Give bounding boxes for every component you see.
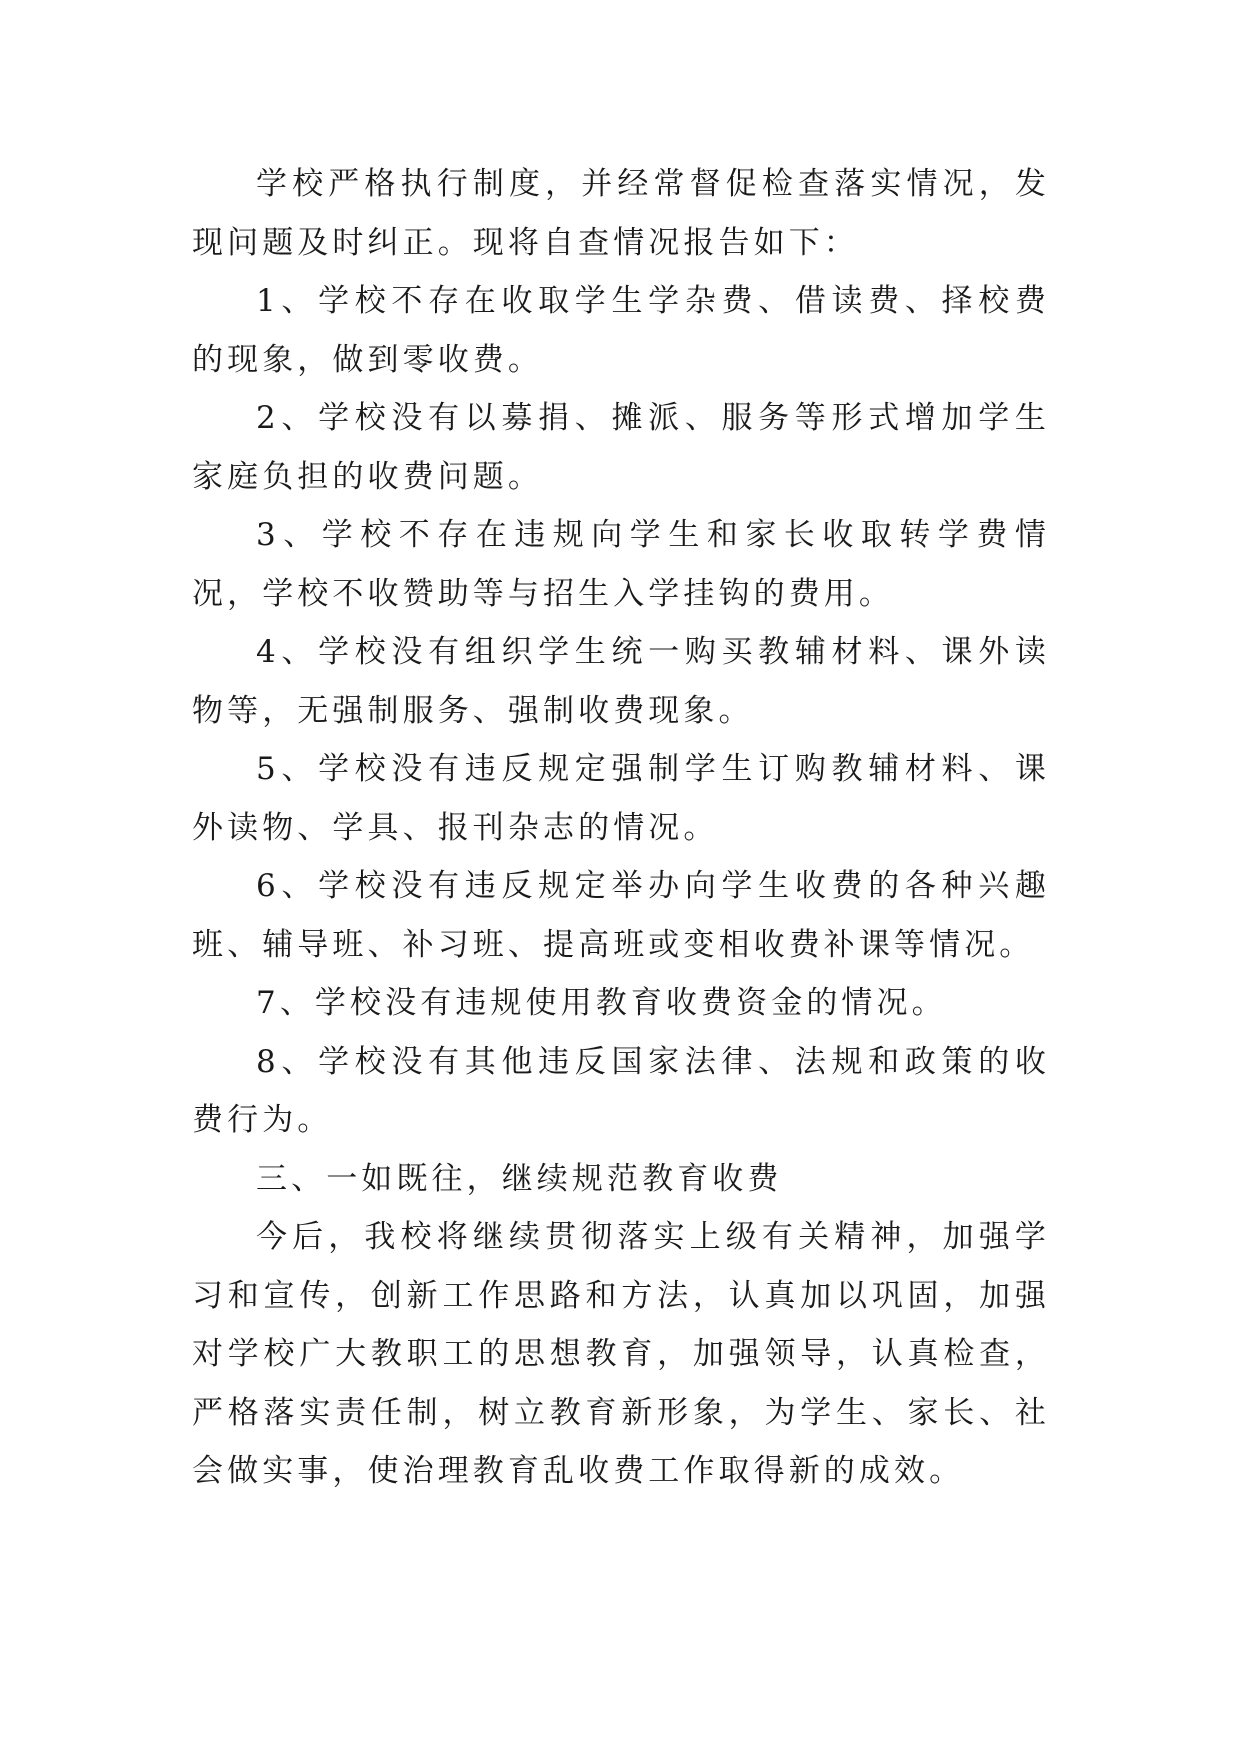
paragraph-item-4: 4、学校没有组织学生统一购买教辅材料、课外读物等，无强制服务、强制收费现象。 [192, 634, 1050, 729]
paragraph-conclusion: 今后，我校将继续贯彻落实上级有关精神，加强学习和宣传，创新工作思路和方法，认真加以巩固，加强对学校广大教职工的思想教育，加强领导，认真检查，严格落实责任制，树立教育新形象，为学生、家长、社会做实事，使治理教育乱收费工作取得新的成效。 [192, 1219, 1050, 1489]
paragraph-item-7: 7、学校没有违规使用教育收费资金的情况。 [256, 985, 947, 1021]
paragraph-item-2: 2、学校没有以募捐、摊派、服务等形式增加学生家庭负担的收费问题。 [192, 400, 1050, 495]
section-heading: 三、一如既往，继续规范教育收费 [256, 1160, 783, 1197]
document-body [192, 155, 1050, 1501]
paragraph-item-8: 8、学校没有其他违反国家法律、法规和政策的收费行为。 [192, 1043, 1050, 1138]
paragraph-item-1: 1、学校不存在收取学生学杂费、借读费、择校费的现象，做到零收费。 [192, 283, 1050, 378]
paragraph-item-6: 6、学校没有违反规定举办向学生收费的各种兴趣班、辅导班、补习班、提高班或变相收费补课等情况。 [192, 868, 1050, 963]
paragraph-item-3: 3、学校不存在违规向学生和家长收取转学费情况，学校不收赞助等与招生入学挂钩的费用。 [192, 517, 1050, 612]
paragraph-item-5: 5、学校没有违反规定强制学生订购教辅材料、课外读物、学具、报刊杂志的情况。 [192, 751, 1050, 846]
paragraph-intro: 学校严格执行制度，并经常督促检查落实情况，发现问题及时纠正。现将自查情况报告如下： [192, 166, 1050, 261]
